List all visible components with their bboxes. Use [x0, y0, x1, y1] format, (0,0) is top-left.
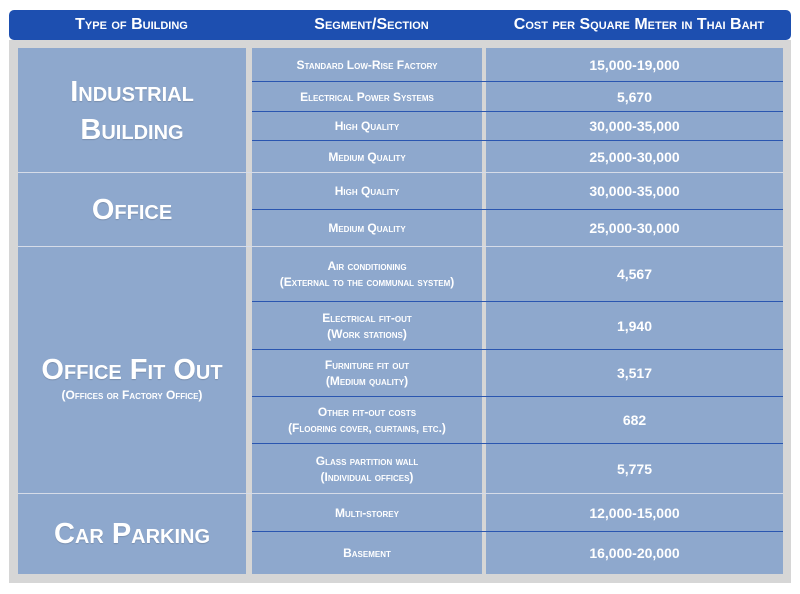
segment-label: Medium Quality: [328, 149, 406, 164]
segment-cell: [252, 210, 482, 246]
type-label: Office Fit Out: [41, 353, 223, 386]
type-sublabel: (Offices or Factory Office): [61, 387, 203, 402]
segment-label: Glass partition wall: [315, 453, 419, 468]
segment-cell: [252, 82, 482, 111]
segment-cell: [252, 494, 482, 531]
cost-cell: 5,775: [616, 460, 653, 477]
type-cell-office-fit-out: [18, 247, 246, 493]
cost-cell: 25,000-30,000: [589, 220, 680, 236]
segment-label: Electrical fit-out: [322, 310, 412, 325]
type-label: Car Parking: [53, 518, 211, 550]
segment-cell: [252, 49, 482, 81]
segment-cell: [252, 532, 482, 574]
segment-sublabel: (Medium quality): [325, 374, 409, 388]
segment-cell: [252, 173, 482, 209]
segment-label: Other fit-out costs: [317, 405, 417, 419]
cost-cell: 30,000-35,000: [589, 118, 680, 134]
segment-label: Standard Low-Rise Factory: [296, 58, 438, 72]
cost-cell: 12,000-15,000: [589, 504, 680, 521]
segment-cell: [252, 112, 482, 140]
segment-label: Multi-storey: [335, 505, 399, 520]
segment-cell: [252, 141, 482, 172]
segment-label: Electrical Power Systems: [300, 89, 434, 104]
cost-cell: 3,517: [616, 365, 653, 381]
type-cell-car-parking: [18, 494, 246, 574]
segment-cell: [252, 302, 482, 349]
header-cost: Cost per Square Meter in Thai Baht: [513, 16, 765, 33]
segment-cell: [252, 350, 482, 396]
cost-cell: 1,940: [616, 317, 653, 334]
segment-cell: [252, 444, 482, 493]
segment-sublabel: (Work stations): [327, 326, 407, 341]
cost-cell: 682: [622, 412, 647, 428]
cost-cell: 30,000-35,000: [589, 183, 680, 199]
cost-cell: 4,567: [616, 266, 653, 282]
segment-label: Furniture fit out: [324, 358, 410, 372]
table-header: [9, 10, 791, 40]
type-cell-industrial-building: [18, 49, 246, 172]
cost-cell: 25,000-30,000: [589, 148, 680, 165]
type-cell-office: [18, 173, 246, 246]
segment-label: High Quality: [334, 184, 400, 198]
cost-cell: 16,000-20,000: [589, 545, 680, 561]
segment-cell: [252, 397, 482, 443]
type-label: Office: [91, 193, 173, 226]
segment-label: Medium Quality: [328, 221, 406, 235]
header-type-of-building: Type of Building: [75, 16, 188, 33]
segment-sublabel: (External to the communal system): [279, 275, 455, 289]
type-label: Building: [80, 113, 184, 146]
segment-sublabel: (Individual offices): [320, 469, 414, 484]
segment-cell: [252, 247, 482, 301]
cost-cell: 15,000-19,000: [589, 57, 680, 73]
header-segment: Segment/Section: [314, 16, 429, 33]
segment-sublabel: (Flooring cover, curtains, etc.): [288, 421, 446, 435]
segment-label: Air conditioning: [327, 259, 407, 273]
segment-label: High Quality: [334, 119, 400, 133]
type-label: Industrial: [70, 75, 194, 108]
cost-cell: 5,670: [616, 88, 653, 105]
segment-label: Basement: [343, 546, 391, 560]
